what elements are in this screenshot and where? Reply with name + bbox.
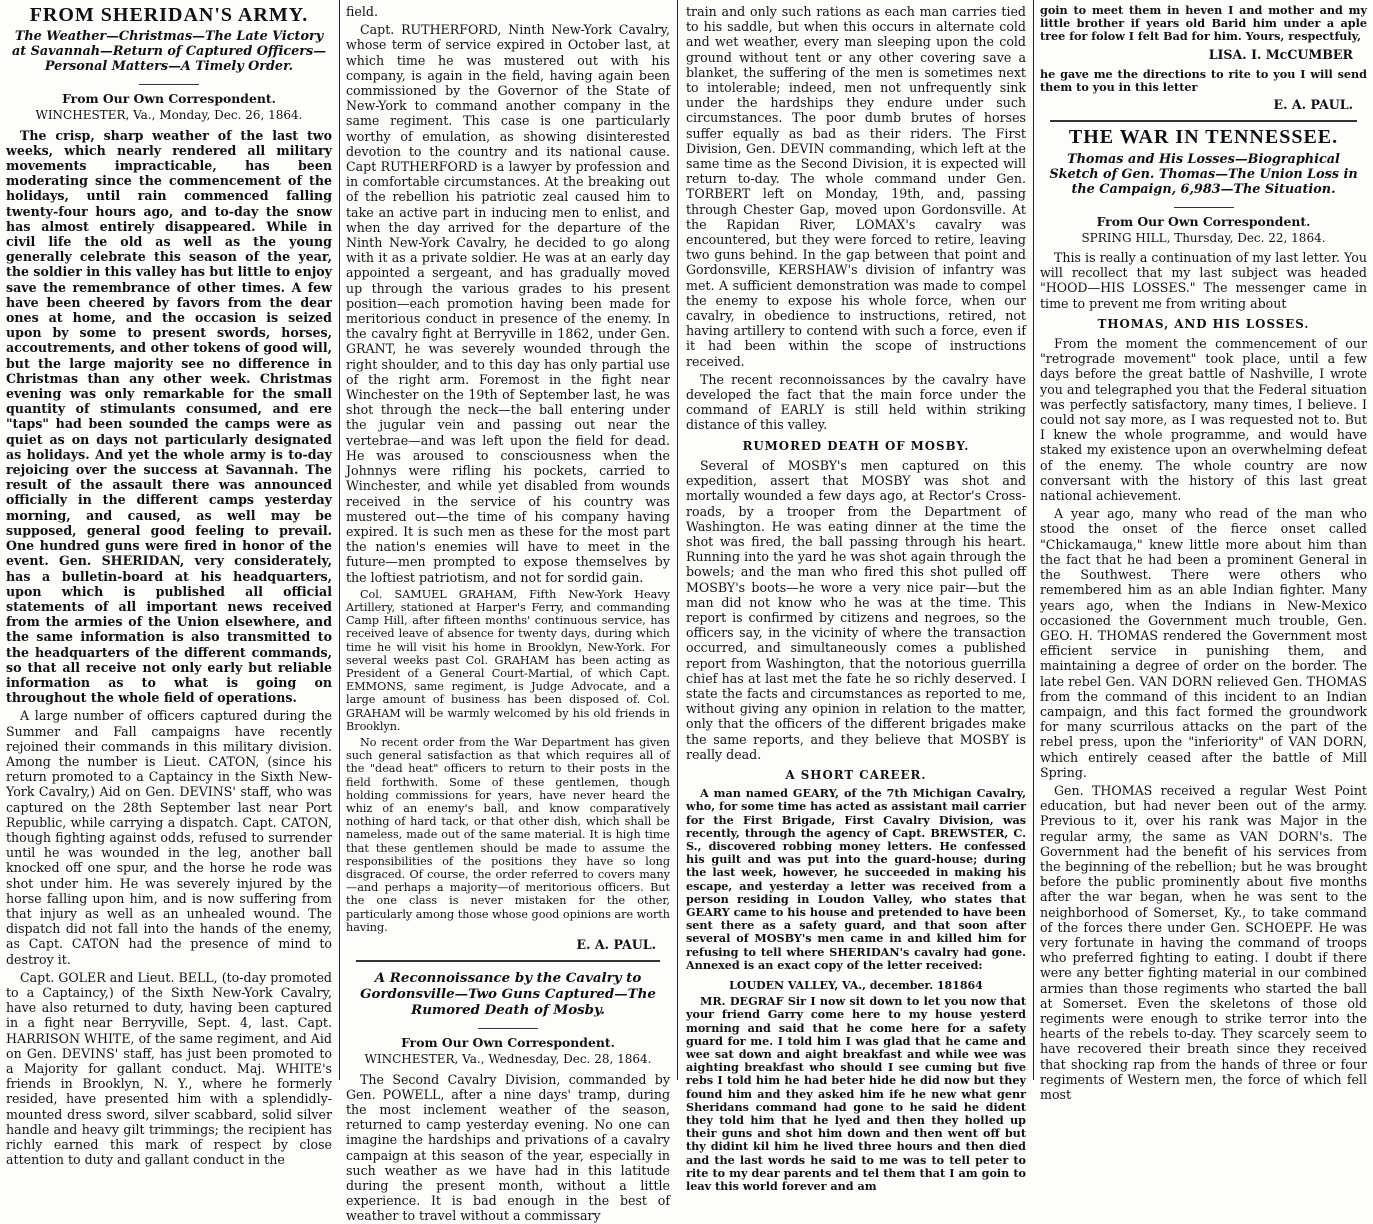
paragraph: Capt. GOLER and Lieut. BELL, (to-day promoted to a Captaincy,) of the Sixth New-York Cavalry, have also returned to duty, having been captured in a fight near Berryville, Sept. 4, last. Capt. HARRISON WHITE, of the same regiment, and Aid on Gen. DEVINS' staff, has just been promoted to a Majority for gallant conduct. Maj. WHITE's friends in Brooklyn, N. Y., where he formerly resided, have presented him with a splendidly-mounted dress sword, silver scabbard, solid silver handle and heavy gilt trimmings; the recipient has richly earned this mark of respect by close attention to duty and gallant conduct in the bbox=[6, 969, 332, 1168]
paragraph: field. bbox=[346, 4, 378, 19]
byline: From Our Own Correspondent. bbox=[401, 1035, 615, 1051]
letter-heading: LOUDEN VALLEY, VA., december. 181864 bbox=[729, 979, 983, 992]
divider bbox=[1050, 120, 1357, 122]
paragraph: A large number of officers captured during the Summer and Fall campaigns have recently rejoined their commands in this military division. Among the number is Lieut. CATON, (since his return promoted to a Captaincy in the Sixth New-York Cavalry,) Aid on Gen. DEVINS' staff, who was captured on the 28th September last near Port Republic, while carrying a dispatch. Capt. CATON, though fighting against odds, refused to surrender until he was wounded in the leg, another ball knocked off one spur, and the horse he rode was shot under him. He was severely injured by the horse falling upon him, and is now suffering from that injury as well as an unhealed wound. The dispatch did not fall into the hands of the enemy, as Capt. CATON had the presence of mind to destroy it. bbox=[6, 708, 332, 967]
column-2 bbox=[340, 0, 676, 1224]
column-1 bbox=[0, 0, 338, 1168]
paragraph: The recent reconnoissances by the cavalry have developed the fact that the main force under the command of EARLY is still held within striking distance of this valley. bbox=[686, 371, 1026, 433]
paragraph: A man named GEARY, of the 7th Michigan Cavalry, who, for some time has acted as assistant mail carrier for the First Brigade, First Cavalry Division, was recently, through the agency of Capt. BREWSTER, C. S., discovered robbing money letters. He confessed his guilt and was put into the guard-house; during the last week, however, he succeeded in making his escape, and yesterday a letter was received from a person residing in Loudon Valley, who states that GEARY came to his house and pretended to have been sent there as a safety guard, and that soon after several of MOSBY's men came in and killed him for refusing to tell where SHERIDAN's cavalry had gone. Annexed is an exact copy of the letter received: bbox=[686, 786, 1026, 972]
letter-body: goin to meet them in heven I and mother and my little brother if years old Barid him under a aple tree for folow I felt Bad for him. Yours, respectfuly, bbox=[1040, 3, 1367, 44]
column-rule bbox=[677, 0, 678, 1080]
paragraph: No recent order from the War Department has given such general satisfaction as that which requires all of the "dead heat" officers to return to their posts in the field forthwith. Some of these gentlemen, though holding commissions for years, have never heard the whiz of an enemy's ball, and know comparatively nothing of hard tack, or that other dish, which shall be nameless, made out of the same material. It is high time that these gentlemen should be made to assume the responsibilities of the positions they have so long disgraced. Of course, the order referred to covers many—and perhaps a majority—of meritorious officers. But the one class is never mistaken for the other, particularly among those whose good opinions are worth having. bbox=[346, 735, 670, 934]
divider bbox=[478, 1028, 538, 1029]
paragraph: The crisp, sharp weather of the last two weeks, which nearly rendered all military movements impracticable, has been moderating since the commencement of the holidays, until rain commenced falling twenty-four hours ago, and to-day the snow has almost entirely disappeared. While in civil life the old as well as the young generally celebrate this season of the year, the soldier in this valley has but little to enjoy save the remembrance of other times. A few have been cheered by favors from the dear ones at home, and the occasion is seized upon by some to present swords, horses, accoutrements, and other tokens of good will, but the large majority see no difference in Christmas than any other week. Christmas evening was only remarkable for the small quantity of stimulants consumed, and ere "taps" had been sounded the camps were as quiet as on days not particularly designated as holidays. And yet the whole army is to-day rejoicing over the success at Savannah. The result of the assault there was announced officially in the different camps yesterday morning, and caused, as well may be supposed, general good feeling to prevail. One hundred guns were fired in honor of the event. Gen. SHERIDAN, very considerately, has a bulletin-board at his headquarters, upon which is published all official statements of all important news received from the armies of the Union elsewhere, and the same information is also transmitted to the headquarters of the different commands, so that all receive not only early but reliable information as to what is going on throughout the whole field of operations. bbox=[6, 127, 332, 706]
dateline: WINCHESTER, Va., Monday, Dec. 26, 1864. bbox=[35, 108, 303, 123]
paragraph: train and only such rations as each man carries tied to his saddle, but when this occurs in alternate cold and wet weather, every man sleeping upon the cold ground without tent or any other covering save a blanket, the suffering of the men is sometimes next to intolerable; indeed, men not unfrequently sink under the hardships they endure under such circumstances. The poor dumb brutes of horses suffer equally as bad as their riders. The First Division, Gen. DEVIN commanding, which left at the same time as the Second Division, it is expected will return to-day. The whole command under Gen. TORBERT left on Monday, 19th, and, passing through Chester Gap, moved upon Gordonsville. At the Rapidan River, LOMAX's cavalry was encountered, but they were forced to retire, leaving two guns behind. In the gap between that point and Gordonsville, KERSHAW's division of infantry was met. A sufficient demonstration was made to compel the enemy to expose his whole force, when our cavalry, in obedience to instructions, retired, not having artillery to contend with such a force, even if it had been within the scope of instructions received. bbox=[686, 4, 1026, 369]
dateline: SPRING HILL, Thursday, Dec. 22, 1864. bbox=[1081, 230, 1326, 245]
divider bbox=[356, 960, 660, 962]
paragraph: Col. SAMUEL GRAHAM, Fifth New-York Heavy Artillery, stationed at Harper's Ferry, and commanding Camp Hill, after fifteen months' continuous service, has received leave of absence for twenty days, during which time he will visit his home in Brooklyn, New-York. For several weeks past Col. GRAHAM has been acting as President of a General Court-Martial, of which Capt. EMMONS, same regiment, is Judge Advocate, and a large amount of business has been disposed of. Col. GRAHAM will be warmly welcomed by his old friends in Brooklyn. bbox=[346, 587, 670, 733]
headline-sheridans-army: FROM SHERIDAN'S ARMY. bbox=[29, 4, 309, 26]
signature: LISA. I. McCUMBER bbox=[1208, 46, 1353, 62]
paragraph: This is really a continuation of my last letter. You will recollect that my last subject was headed "HOOD—HIS LOSSES." The messenger came in time to prevent me from writing about bbox=[1040, 250, 1367, 311]
section-heading: RUMORED DEATH OF MOSBY. bbox=[742, 438, 970, 453]
deck-war-in-tennessee: Thomas and His Losses—Biographical Sketch of Gen. Thomas—The Union Loss in the Campaign, 6,983—The Situation. bbox=[1049, 151, 1358, 197]
section-heading: THOMAS, AND HIS LOSSES. bbox=[1097, 316, 1310, 331]
column-4 bbox=[1034, 0, 1373, 1102]
headline-war-in-tennessee: THE WAR IN TENNESSEE. bbox=[1068, 126, 1339, 149]
letter-body: MR. DEGRAF Sir I now sit down to let you now that your friend Garry come here to my house yesterd morning and said that he come here for a safety guard for me. I told him I was glad that he came and wee sat down and aight breakfast and while wee was aighting breakfast who should I see cuming but five rebs I told him he had beter hide he did now but they found him and they asked him ife he new what genr Sheridans command had gone to he said he dident they told him that he lyed and then they holled up their guns and shot him down and then went off but thy didint kil him he lived three hours and then died and the last words he said to me was to tell peter to rite to my dear parents and tel them that I am goin to leav this world forever and am bbox=[686, 994, 1026, 1194]
paragraph: Gen. THOMAS received a regular West Point education, but had never been out of the army. Previous to it, over his rank was Major in the regular army, the same as VAN DORN's. The Government had the benefit of his services from the beginning of the rebellion; but he was brought before the public prominently about five months after the war began, when he was sent to the neighborhood of Somerset, Ky., to take command of the forces there under Gen. SCHOEPF. He was very fortunate in having the command of troops who preferred fighting to eating. I doubt if there were any better fighting material in our combined armies than those regiments who started the ball at Somerset. Even the skeletons of those old regiments were enough to strike terror into the hearts of the rebels to-day. They scarcely seem to have recovered their breath since they received that shocking rap from the hands of three or four regiments of Western men, the force of which fell most bbox=[1040, 782, 1367, 1102]
signature: E. A. PAUL. bbox=[1273, 97, 1353, 113]
deck-sheridans-army: The Weather—Christmas—The Late Victory at Savannah—Return of Captured Officers—Personal Matters—A Timely Order. bbox=[11, 29, 327, 75]
dateline: WINCHESTER, Va., Wednesday, Dec. 28, 1864. bbox=[364, 1052, 652, 1067]
section-heading: A SHORT CAREER. bbox=[785, 767, 927, 782]
column-3 bbox=[680, 0, 1032, 1194]
headline-reconnoissance: A Reconnoissance by the Cavalry to Gordonsville—Two Guns Captured—The Rumored Death of Mosby. bbox=[360, 970, 656, 1019]
byline: From Our Own Correspondent. bbox=[1096, 213, 1311, 229]
paragraph: A year ago, many who read of the man who stood the onset of the fierce onset called "Chickamauga," knew little more about him than the fact that he had been a prominent General in the Southwest. There were others who remembered him as an able Indian fighter. Many years ago, when the Indians in New-Mexico occasioned the Government much trouble, Gen. GEO. H. THOMAS rendered the Government most efficient service in punishing them, and maintaining a degree of order on the border. The late rebel Gen. VAN DORN relieved Gen. THOMAS from the command of this incident to an Indian campaign, and this fact formed the groundwork for many scurrilous attacks on the part of the rebel press, upon the "inferiority" of VAN DORN, which entirely ceased after the battle of Mill Spring. bbox=[1040, 506, 1367, 780]
divider bbox=[139, 84, 199, 85]
divider bbox=[1174, 207, 1234, 208]
paragraph: The Second Cavalry Division, commanded by Gen. POWELL, after a nine days' tramp, during the most inclement weather of the season, returned to camp yesterday evening. No one can imagine the hardships and privations of a cavalry campaign at this season of the year, especially in such weather as we have had in this latitude during the present month, without a little experience. It is bad enough in the best of weather to travel without a commissary bbox=[346, 1071, 670, 1224]
byline: From Our Own Correspondent. bbox=[62, 91, 276, 107]
paragraph: Capt. RUTHERFORD, Ninth New-York Cavalry, whose term of service expired in October last, at which time he was mustered out with his company, is again in the field, having again been commissioned by the Governor of the State of New-York to command another company in the same regiment. This case is one particularly worthy of emulation, as showing disinterested devotion to the country and its national cause. Capt RUTHERFORD is a lawyer by profession and in comfortable circumstances. At the breaking out of the rebellion his patriotic zeal caused him to take an active part in inducing men to enlist, and when the day arrived for the departure of the Ninth New-York Cavalry, he decided to go along with it as a private soldier. He was at an early day appointed a sergeant, and has gradually moved up through the various grades to his present position—each promotion having been made for meritorious conduct in presence of the enemy. In the cavalry fight at Berryville in 1862, under Gen. GRANT, he was severely wounded through the right shoulder, and to this day has only partial use of the right arm. Foremost in the fight near Winchester on the 19th of September last, he was shot through the neck—the ball entering under the jugular vein and passing out near the vertebrae—and was left upon the field for dead. He was aroused to consciousness when the Johnnys were rifling his pockets, carried to Winchester, and while yet disabled from wounds received in the service of his country was mustered out—the time of his company having expired. It is such men as these for the most part the nation's enemies will have to meet in the future—men prompted to expose themselves by the loftiest patriotism, and not for sordid gain. bbox=[346, 22, 670, 585]
paragraph: Several of MOSBY's men captured on this expedition, assert that MOSBY was shot and mortally wounded a few days ago, at Rector's Cross-roads, by a trooper from the Department of Washington. He was eating dinner at the time the shot was fired, the ball passing through his heart. Running into the yard he was shot again through the bowels; and the man who fired this shot pulled off MOSBY's boots—he wore a very nice pair—but the man did not know who he was at the time. This report is confirmed by citizens and negroes, so the officers say, in the vicinity of where the transaction occurred, and simultaneously comes a published report from Washington, that the notorious guerrilla chief has at last met the fate he so richly deserved. I state the facts and circumstances as reported to me, without giving any opinion in relation to the matter, only that the officers of the different brigades make the same reports, and they believe that MOSBY is really dead. bbox=[686, 457, 1026, 762]
letter-body: he gave me the directions to rite to you I will send them to you in this letter bbox=[1040, 66, 1367, 95]
paragraph: From the moment the commencement of our "retrograde movement" took place, until a few days before the great battle of Nashville, I wrote you and telegraphed you that the Federal situation was perfectly satisfactory, many times, I believe. I could not say more, as I was requested not to. But I knew the whole programme, and would have staked my existence upon an overwhelming defeat of the enemy. The whole country are now conversant with the history of this last great national achievement. bbox=[1040, 336, 1367, 504]
signature: E. A. PAUL. bbox=[576, 937, 656, 952]
